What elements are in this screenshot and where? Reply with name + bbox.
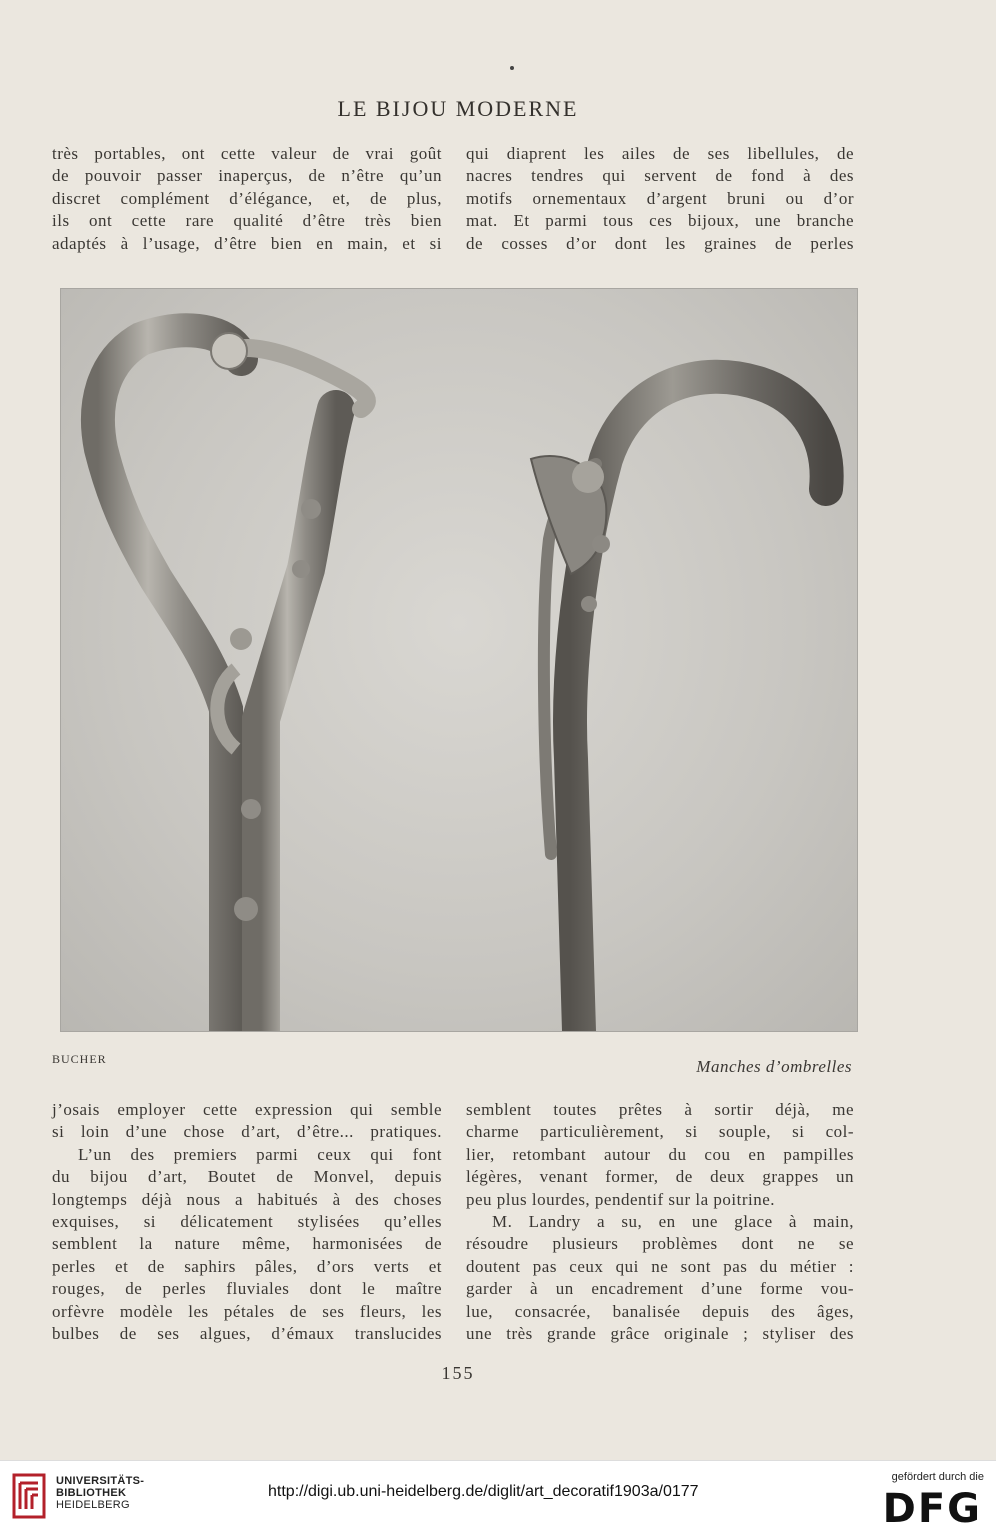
text-line: ils ont cette rare qualité d’être très bien: [52, 211, 442, 231]
text-line: garder à un encadrement d’une forme vou-: [466, 1279, 854, 1299]
umbrella-handles-illustration: [61, 289, 857, 1031]
funding-note: gefördert durch die: [891, 1471, 984, 1483]
text-line: nacres tendres qui servent de fond à des: [466, 166, 854, 186]
text-line: de cosses d’or dont les graines de perles: [466, 233, 854, 253]
text-line: peu plus lourdes, pendentif sur la poitrine.: [466, 1189, 776, 1209]
text-line: longtemps déjà nous a habitués à des choses: [52, 1189, 442, 1209]
running-head: LE BIJOU MODERNE: [337, 96, 579, 121]
permalink-url[interactable]: http://digi.ub.uni-heidelberg.de/diglit/art_decoratif1903a/0177: [268, 1483, 699, 1500]
page-number: 155: [441, 1363, 475, 1383]
text-line: légères, venant former, de deux grappes un: [466, 1167, 854, 1187]
library-name: [56, 1475, 144, 1511]
text-line: rouges, de perles fluviales dont le maître: [52, 1279, 442, 1299]
crook-handle: [531, 377, 827, 1031]
text-column-top-left: [52, 143, 442, 255]
library-name-line: HEIDELBERG: [56, 1499, 130, 1511]
text-line: semblent toutes prêtes à sortir déjà, me: [466, 1100, 854, 1119]
text-line: semblent la nature même, harmonisées de: [52, 1234, 442, 1254]
text-line: M. Landry a su, en une glace à main,: [492, 1212, 854, 1232]
text-line: bulbes de ses algues, d’émaux translucides: [52, 1324, 442, 1344]
text-line: mat. Et parmi tous ces bijoux, une branche: [466, 211, 854, 231]
university-library-logo-icon: [12, 1473, 46, 1519]
text-line: si loin d’une chose d’art, d’être... pratiques.: [52, 1122, 442, 1142]
dfg-logo: DFG: [882, 1486, 982, 1532]
text-line: lue, consacrée, banalisée depuis des âges,: [466, 1301, 854, 1321]
text-line: de pouvoir passer inaperçus, de n’être qu’un: [52, 166, 442, 186]
text-line: très portables, ont cette valeur de vrai goût: [52, 144, 442, 163]
digital-library-footer: [0, 1460, 996, 1534]
text-line: une très grande grâce originale ; styliser des: [466, 1324, 854, 1344]
library-name-line: BIBLIOTHEK: [56, 1487, 127, 1499]
photo-credit: BUCHER: [52, 1052, 107, 1066]
text-line: perles et de saphirs pâles, d’ors verts et: [52, 1256, 442, 1276]
text-line: discret complément d’élégance, et, de plus,: [52, 188, 442, 208]
text-line: qui diaprent les ailes de ses libellules, de: [466, 144, 854, 163]
text-line: charme particulièrement, si souple, si col-: [466, 1122, 854, 1142]
library-name-line: UNIVERSITÄTS-: [56, 1475, 145, 1487]
text-line: j’osais employer cette expression qui semble: [52, 1100, 442, 1119]
text-line: motifs ornementaux d’argent bruni ou d’or: [466, 188, 854, 208]
text-line: adaptés à l’usage, d’être bien en main, et si: [52, 233, 442, 253]
text-line: du bijou d’art, Boutet de Monvel, depuis: [52, 1167, 442, 1187]
text-line: doutent pas ceux qui ne sont pas du métier :: [466, 1256, 854, 1276]
text-line: orfèvre modèle les pétales de ses fleurs, les: [52, 1301, 442, 1321]
text-line: lier, retombant autour du cou en pampilles: [466, 1144, 854, 1164]
page-mark: [510, 66, 514, 70]
text-line: résoudre plusieurs problèmes dont ne se: [466, 1234, 854, 1254]
text-line: exquises, si délicatement stylisées qu’elles: [52, 1212, 442, 1232]
text-column-bottom-right: [466, 1099, 854, 1345]
photo-plate-umbrella-handles: [60, 288, 858, 1032]
figure-caption: Manches d’ombrelles: [696, 1057, 852, 1076]
text-line: L’un des premiers parmi ceux qui font: [78, 1144, 442, 1164]
text-column-bottom-left: [52, 1099, 442, 1345]
text-column-top-right: [466, 143, 854, 255]
branch-handle: [98, 330, 367, 1031]
